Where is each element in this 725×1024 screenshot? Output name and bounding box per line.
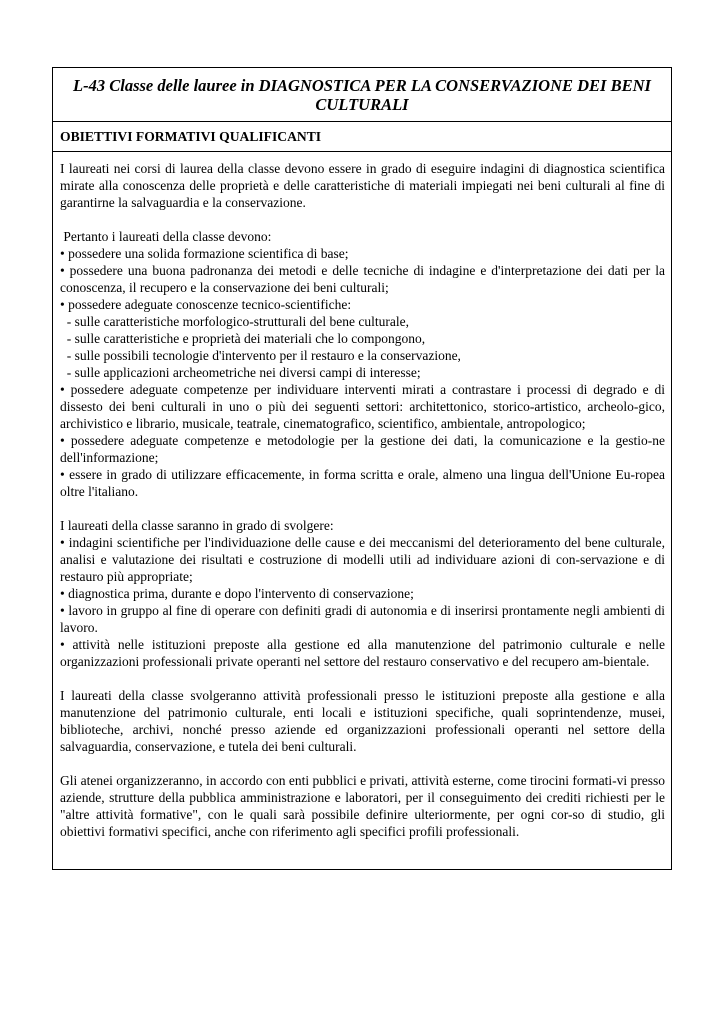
careers-paragraph: I laureati della classe svolgeranno attività professionali presso le istituzioni preposte alla gestione e alla manutenzione del patrimonio culturale, enti locali e istituzioni specifiche, quali soprintendenze, musei, biblioteche, archivi, nonché presso aziende ed organizzazioni professionali operanti nel settore della salvaguardia, conservazione, e tutela dei beni culturali.: [60, 688, 665, 754]
document-frame: [52, 67, 672, 870]
list-item: - sulle possibili tecnologie d'intervento per il restauro e la conservazione,: [60, 348, 461, 363]
list-item: • lavoro in gruppo al fine di operare con definiti gradi di autonomia e di inserirsi prontamente negli ambienti di lavoro.: [60, 603, 665, 635]
section-heading-cell: [53, 122, 671, 152]
list-item: • possedere adeguate competenze per individuare interventi mirati a contrastare i processi di degrado e di dissesto dei beni culturali in uno o più dei seguenti settori: architettonico, storico-artistico, archeolo-gico, archivistico e librario, musicale, teatrale, cinematografico, scientifico, ambientale, antropologico;: [60, 382, 665, 431]
list-item: • possedere adeguate competenze e metodologie per la gestione dei dati, la comunicazione e la gestio-ne dell'informazione;: [60, 433, 665, 465]
competences-block: [60, 228, 665, 500]
activities-paragraph: Gli atenei organizzeranno, in accordo con enti pubblici e privati, attività esterne, come tirocini formati-vi presso aziende, strutture della pubblica amministrazione e laboratori, per il conseguimento dei crediti richiesti per le "altre attività formative", con le quali sarà possibile definire ulteriormente, per ogni cor-so di studio, gli obiettivi formativi specifici, anche con riferimento agli specifici profili professionali.: [60, 773, 665, 839]
intro-paragraph: I laureati nei corsi di laurea della classe devono essere in grado di eseguire indagini di diagnostica scientifica mirate alla conoscenza delle proprietà e delle caratteristiche di materiali impiegati nei beni culturali al fine di garantirne la salvaguardia e la conservazione.: [60, 161, 665, 210]
list-item: - sulle applicazioni archeometriche nei diversi campi di interesse;: [60, 365, 421, 380]
list-item: • essere in grado di utilizzare efficacemente, in forma scritta e orale, almeno una lingua dell'Unione Eu-ropea oltre l'italiano.: [60, 467, 665, 499]
list-item: - sulle caratteristiche e proprietà dei materiali che lo compongono,: [60, 331, 426, 346]
abilities-lead: I laureati della classe saranno in grado di svolgere:: [60, 518, 334, 533]
list-item: • possedere adeguate conoscenze tecnico-scientifiche:: [60, 297, 352, 312]
competences-lead: Pertanto i laureati della classe devono:: [60, 229, 272, 244]
list-item: • attività nelle istituzioni preposte alla gestione ed alla manutenzione del patrimonio culturale e nelle organizzazioni professionali private operanti nel settore del restauro conservativo e del recupero am-bientale.: [60, 637, 665, 669]
content-cell: [53, 152, 671, 840]
title-cell: [53, 68, 671, 122]
document-title: L-43 Classe delle lauree in DIAGNOSTICA PER LA CONSERVAZIONE DEI BENI CULTURALI: [73, 76, 651, 114]
list-item: • possedere una buona padronanza dei metodi e delle tecniche di indagine e d'interpretazione dei dati per la conoscenza, il recupero e la conservazione dei beni culturali;: [60, 263, 665, 295]
list-item: • indagini scientifiche per l'individuazione delle cause e dei meccanismi del deterioramento del bene culturale, analisi e valutazione dei risultati e costruzione di modelli utili ad individuare azioni di con-servazione e di restauro più appropriate;: [60, 535, 665, 584]
list-item: - sulle caratteristiche morfologico-strutturali del bene culturale,: [60, 314, 409, 329]
abilities-block: [60, 517, 665, 670]
section-heading: OBIETTIVI FORMATIVI QUALIFICANTI: [60, 129, 322, 144]
list-item: • possedere una solida formazione scientifica di base;: [60, 246, 349, 261]
list-item: • diagnostica prima, durante e dopo l'intervento di conservazione;: [60, 586, 414, 601]
